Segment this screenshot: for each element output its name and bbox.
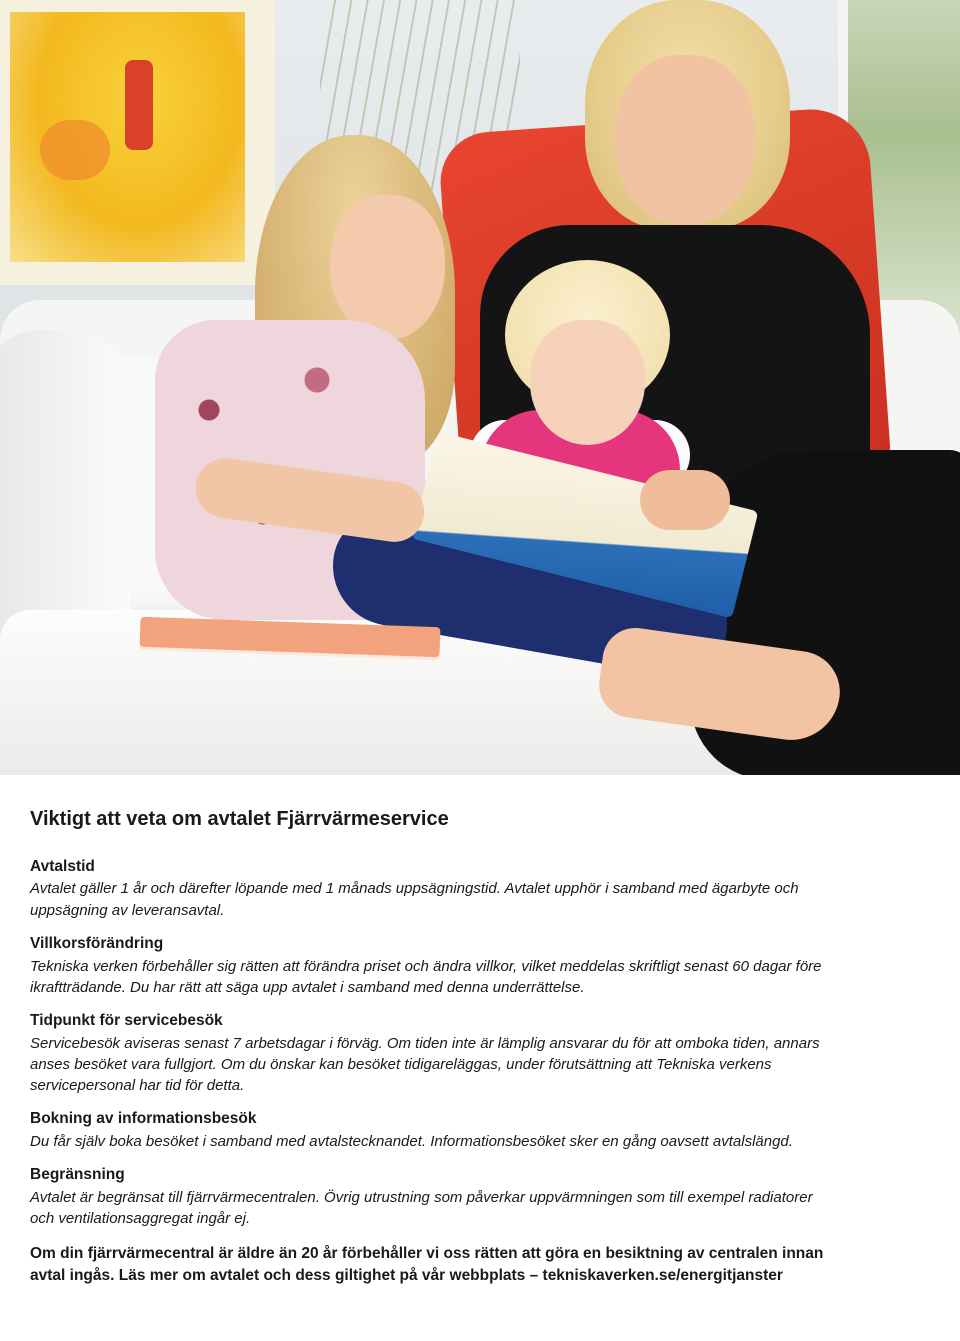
section-heading: Bokning av informationsbesök [30,1110,257,1128]
woman-arm [640,470,730,530]
section-body: Servicebesök aviseras senast 7 arbetsdagar i förväg. Om tiden inte är lämplig ansvarar du för att omboka tiden, annars anses besöket vara fullgjort. Om du önskar kan besöket tidigareläggas, under förutsättning att Tekniska verkens servicepersonal har tid för detta. [30,1034,820,1095]
page-title: Viktigt att veta om avtalet Fjärrvärmeservice [30,808,449,830]
section-tidpunkt-servicebesok [30,1010,840,1096]
section-begransning [30,1164,840,1229]
section-body: Avtalet är begränsat till fjärrvärmecentralen. Övrig utrustning som påverkar uppvärmningen som till exempel radiatorer och ventilationsaggregat ingår ej. [30,1188,813,1228]
section-bokning-informationsbesok [30,1108,840,1152]
section-body: Avtalet gäller 1 år och därefter löpande med 1 månads uppsägningstid. Avtalet upphör i samband med ägarbyte och uppsägning av leveransavtal. [30,880,799,919]
section-avtalstid [30,856,840,921]
section-body: Tekniska verken förbehåller sig rätten att förändra priset och ändra villkor, vilket meddelas skriftligt senast 60 dagar före ikraftträdande. Du har rätt att säga upp avtalet i samband med denna underrättelse. [30,957,822,996]
toddler-face [530,320,645,445]
info-content [30,806,840,1287]
wall-painting [0,0,275,285]
section-heading: Tidpunkt för servicebesök [30,1012,223,1030]
girl-face [330,195,445,340]
section-heading: Begränsning [30,1166,125,1184]
woman-face [615,55,755,225]
section-villkorsforandring [30,933,840,998]
section-heading: Avtalstid [30,858,95,875]
section-body: Du får själv boka besöket i samband med avtalstecknandet. Informationsbesöket sker en gång oavsett avtalslängd. [30,1132,793,1150]
closing-note: Om din fjärrvärmecentral är äldre än 20 år förbehåller vi oss rätten att göra en besiktning av centralen innan avtal ingås. Läs mer om avtalet och dess giltighet på vår webbplats – tekniskaverken.se/energitjanster [30,1245,824,1285]
section-heading: Villkorsförändring [30,935,164,953]
